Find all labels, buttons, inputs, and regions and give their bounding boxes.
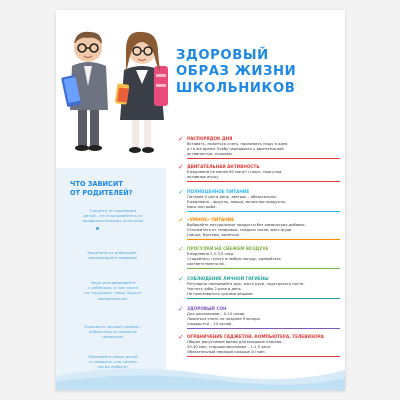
health-item-heading: ПРОГУЛКИ НА СВЕЖЕМ ВОЗДУХЕ xyxy=(187,246,269,251)
health-item-text: Старайтесь гулять в любую погоду, одевайтесь xyxy=(187,256,281,261)
item-divider xyxy=(187,158,340,159)
schoolchildren-illustration xyxy=(60,14,178,164)
health-item-text: мясо или рыба. xyxy=(187,204,217,209)
check-icon: ✓ xyxy=(178,135,184,143)
tip-line: вы их любите! xyxy=(98,364,128,370)
health-item-heading: РАСПОРЯДОК ДНЯ xyxy=(187,136,233,141)
health-item-text: Ежедневно не менее 60 минут (спорт, прогулки, xyxy=(187,169,283,174)
health-item xyxy=(178,246,340,267)
tip-line: вакцинируйте вовремя! xyxy=(88,255,138,261)
item-divider xyxy=(187,356,340,357)
health-item-text: Питание 5 раз в день, завтрак – обязательно! xyxy=(187,194,277,199)
item-divider xyxy=(187,298,340,299)
health-item xyxy=(178,276,340,297)
check-icon: ✓ xyxy=(178,188,184,196)
health-item-heading: «УМНОЕ» ПИТАНИЕ xyxy=(187,217,235,222)
health-item-text: Ежедневно 2,5-3,5 часа. xyxy=(187,251,235,256)
health-item-text: Вставать, ложиться спать, принимать пищу в одно xyxy=(187,141,288,146)
check-icon: ✓ xyxy=(178,216,184,224)
tip-line: Чаще разговаривайте xyxy=(90,280,136,285)
health-item-text: соответственно ей. xyxy=(187,261,225,266)
tip-line: Защитите от инфекций – xyxy=(87,250,139,255)
wave-decoration xyxy=(56,358,345,390)
health-item xyxy=(178,217,340,238)
health-item-text: (подростки – 10 часов). xyxy=(187,321,233,326)
poster-title-line: ОБРАЗ ЖИЗНИ xyxy=(176,64,297,80)
health-item-text: Ложиться спать не позднее 9 вечера xyxy=(187,316,260,321)
tip-line: внимательны! xyxy=(98,295,128,301)
health-item-text: Выбирайте натуральные продукты без химических добавок. xyxy=(187,222,306,227)
item-divider xyxy=(187,211,340,212)
parents-sidebar xyxy=(56,168,166,390)
health-item-heading: ДВИГАТЕЛЬНАЯ АКТИВНОСТЬ xyxy=(187,164,260,169)
bullet-dot xyxy=(96,227,99,230)
poster-title-line: ЗДОРОВЫЙ xyxy=(176,48,269,63)
poster-title-line: ШКОЛЬНИКОВ xyxy=(176,80,296,96)
tip-line: профилактических осмотров! xyxy=(82,218,144,224)
health-item-text: 20-30 мин, старшеклассникам – 1-1,5 часа. xyxy=(187,344,272,349)
parent-tip xyxy=(68,324,158,340)
health-item-text: активностью, отдыхом. xyxy=(187,151,233,156)
health-item-text: активные игры). xyxy=(187,174,220,179)
tip-line: Следите за здоровьем xyxy=(89,208,137,213)
health-item xyxy=(178,306,340,327)
health-item-text: Регулярно принимайте душ, мыть руки, подстригать ногти. xyxy=(187,281,305,286)
tip-line: избавьтесь от вредных xyxy=(89,329,137,335)
check-icon: ✓ xyxy=(178,333,184,341)
check-icon: ✓ xyxy=(178,245,184,253)
tip-line: Обнимайте своих детей xyxy=(88,354,138,359)
tip-line: Покажите личный пример – xyxy=(84,324,142,329)
item-divider xyxy=(187,268,340,269)
parent-tip xyxy=(68,280,158,301)
health-item xyxy=(178,189,340,210)
health-item xyxy=(178,334,340,355)
sidebar-title-line: ОТ РОДИТЕЛЕЙ? xyxy=(70,188,133,197)
item-divider xyxy=(187,181,340,182)
health-item-text: Не пользоваться чужими вещами. xyxy=(187,291,254,296)
tip-line: и говорите, как сильно xyxy=(89,359,137,365)
poster xyxy=(56,10,345,390)
health-item-text: Откажитесь от газировки, сладких соков, фаст-фуда xyxy=(187,227,292,232)
health-item-text: Общее допустимое время для младших классов – xyxy=(187,339,285,344)
check-icon: ✓ xyxy=(178,275,184,283)
health-item-text: и то же время. Учебу чередовать с двигательной xyxy=(187,146,284,151)
tip-line: на «трудные» темы, будьте xyxy=(84,290,142,296)
check-icon: ✓ xyxy=(178,305,184,313)
health-item-text: Ежедневно – фрукты, овощи, молочные продукты, xyxy=(187,199,287,204)
health-item-text: (пицца, бургеры, выпечка). xyxy=(187,232,241,237)
health-item-text: Чистить зубы 2 раза в день. xyxy=(187,286,242,291)
health-item-text: Обязательный перерыв каждые 20 мин. xyxy=(187,349,266,354)
health-item-heading: СОБЛЮДЕНИЕ ЛИЧНОЙ ГИГИЕНЫ xyxy=(187,276,269,281)
sidebar-title xyxy=(70,180,162,197)
parent-tip xyxy=(68,208,158,224)
tip-line: с ребенком, в том числе xyxy=(88,285,138,291)
health-item xyxy=(178,164,340,180)
health-item xyxy=(178,136,340,157)
health-item-heading: ОГРАНИЧЕНИЕ ГАДЖЕТОВ, КОМПЬЮТЕРА, ТЕЛЕВИЗОРА xyxy=(187,334,324,339)
health-item-heading: ЗДОРОВЫЙ СОН xyxy=(187,306,227,311)
poster-title xyxy=(176,48,341,97)
parent-tip xyxy=(68,250,158,260)
tip-line: привычек! xyxy=(102,334,124,340)
sidebar-title-line: ЧТО ЗАВИСИТ xyxy=(70,180,123,188)
item-divider xyxy=(187,239,340,240)
item-divider xyxy=(187,328,340,329)
check-icon: ✓ xyxy=(178,163,184,171)
health-item-heading: ПОЛНОЦЕННОЕ ПИТАНИЕ xyxy=(187,189,250,194)
tip-line: детей – не отказывайтесь от xyxy=(83,213,143,219)
health-item-text: Для школьников – 9-10 часов. xyxy=(187,311,246,316)
